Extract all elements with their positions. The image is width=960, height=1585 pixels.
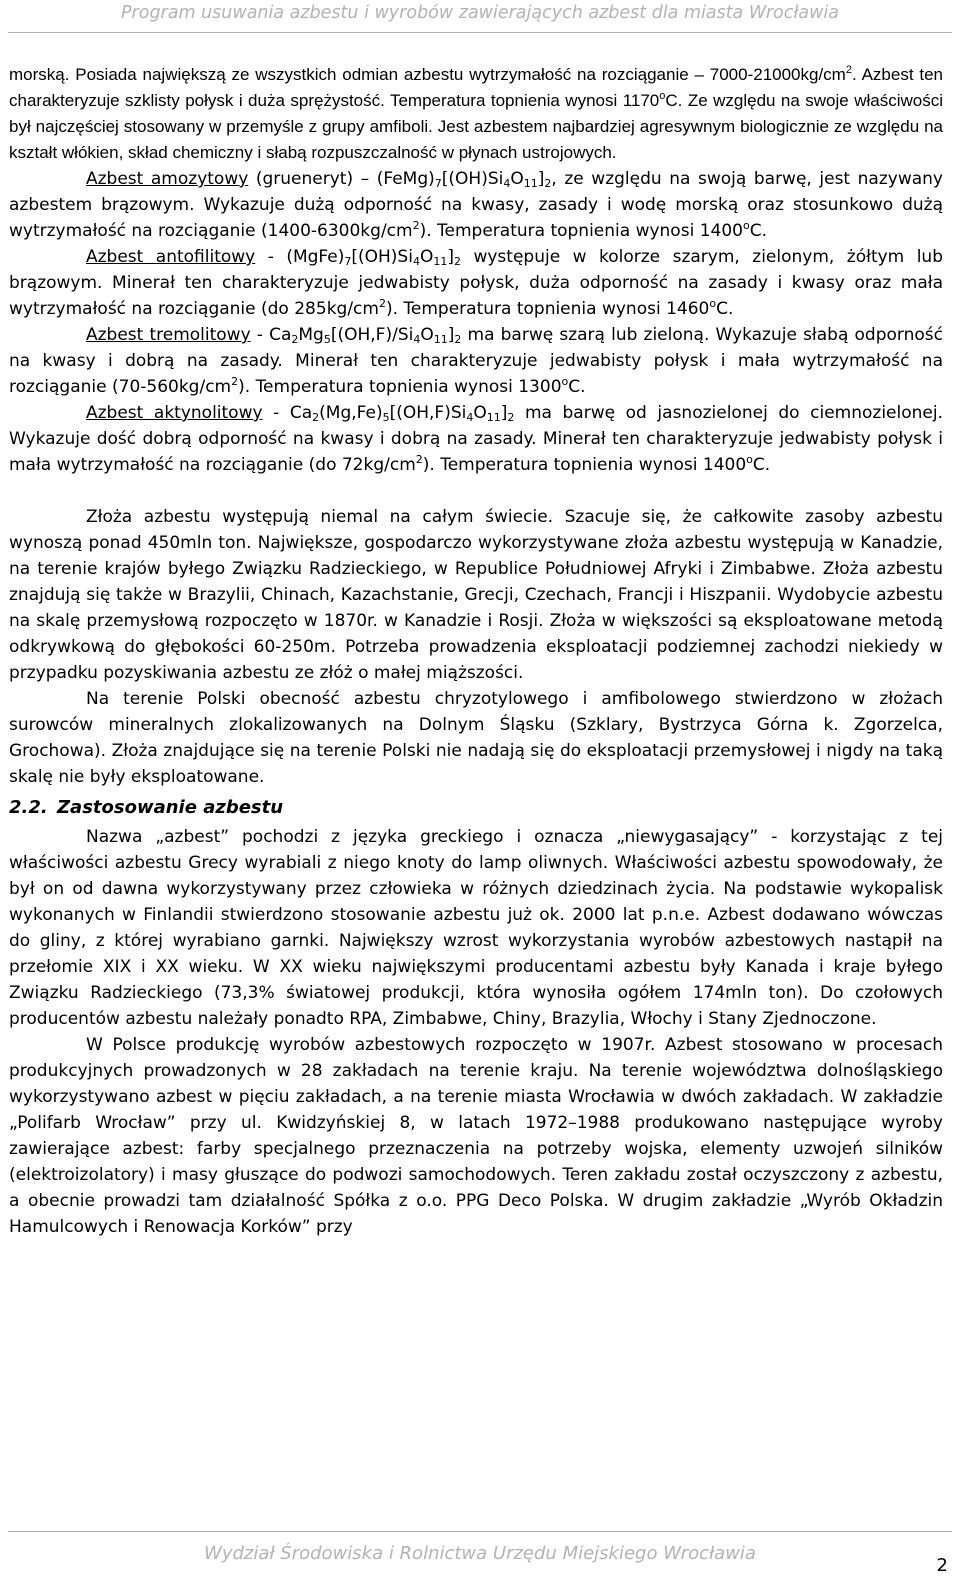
antofilit-sup-1: 2 (378, 297, 386, 310)
aktynolit-text-1: ma barwę od jasnozielonej do ciemnozielonej. Wykazuje dość dobrą odporność na kwasy i dobrą na zasady. Minerał ten charakteryzuje jedwabisty połysk i mała wytrzymałość na rozciąganie (do 72kg/cm (9, 403, 943, 475)
antofilit-sub-2: 4 (412, 255, 420, 268)
antofilit-sup-2: o (709, 297, 717, 310)
aktynolit-sub-5: 2 (507, 411, 515, 424)
tremolit-sub-2: 5 (323, 333, 331, 346)
antofilit-text-3: C. (716, 299, 734, 319)
tremolit-sub-4: 11 (433, 333, 448, 346)
amozyt-sup-1: 2 (412, 219, 420, 232)
intro-sup-1: 2 (845, 64, 852, 76)
antofilit-sub-3: 11 (433, 255, 448, 268)
page-number: 2 (936, 1555, 948, 1576)
page-header: Program usuwania azbestu i wyrobów zawierających azbest dla miasta Wrocławia (120, 3, 840, 23)
tremolit-paragraph (9, 322, 943, 400)
tremolit-formula-4: O (420, 325, 434, 345)
aktynolit-sub-2: 5 (382, 411, 390, 424)
footer-divider (8, 1531, 952, 1532)
tremolit-sub-1: 2 (291, 333, 299, 346)
intro-text-2: . Azbest ten charakteryzuje szklisty połysk i duża sprężystość. Temperatura topnienia wynosi 1170 (9, 65, 943, 110)
aktynolit-name: Azbest aktynolitowy (86, 403, 263, 423)
amozyt-text-1: , ze względu na swoją barwę, jest nazywany azbestem brązowym. Wykazuje dużą odporność na kwasy, zasady i wodę morską oraz stosunkowo dużą wytrzymałość na rozciąganie (1400-6300kg/cm (9, 169, 943, 241)
aktynolit-formula-1: - Ca (262, 403, 313, 423)
tremolit-formula-5: ] (447, 325, 455, 345)
aktynolit-formula-4: O (473, 403, 487, 423)
amozyt-formula-1: (grueneryt) – (FeMg) (248, 169, 435, 189)
aktynolit-formula-2: (Mg,Fe) (319, 403, 383, 423)
amozyt-formula-3: O (510, 169, 524, 189)
aktynolit-sup-1: 2 (415, 453, 423, 466)
antofilit-formula-3: O (419, 247, 434, 267)
antofilit-text-1: występuje w kolorze szarym, zielonym, żółtym lub brązowym. Minerał ten charakteryzuje jedwabisty połysk, duża odporność na zasady i kwasy oraz mała wytrzymałość na rozciąganie (do 285kg/cm (9, 247, 943, 319)
amozyt-sub-1: 7 (434, 177, 442, 190)
antofilit-formula-4: ] (447, 247, 454, 267)
usage-paragraph-1: Nazwa „azbest” pochodzi z języka greckiego i oznacza „niewygasający” - korzystając z tej właściwości azbestu Grecy wyrabiali z niego knoty do lamp oliwnych. Właściwości azbestu spowodowały, że był on od dawna wykorzystywany przez człowieka w różnych dziedzinach życia. Na podstawie wykopalisk wykonanych w Finlandii stwierdzono stosowanie azbestu już ok. 2000 lat p.n.e. Azbest dodawano wówczas do gliny, z której wyrabiano garnki. Największy wzrost wykorzystania wyrobów azbestowych nastąpił na przełomie XIX i XX wieku. W XX wieku największymi producentami azbestu były Kanada i kraje byłego Związku Radzieckiego (73,3% światowej produkcji, która wynosiła ogółem 174mln ton). Do czołowych producentów azbestu należały ponadto RPA, Zimbabwe, Chiny, Brazylia, Włochy i Stany Zjednoczone. (9, 827, 943, 1029)
aktynolit-paragraph (9, 400, 943, 478)
tremolit-name: Azbest tremolitowy (86, 325, 251, 345)
tremolit-text-1: ma barwę szarą lub zieloną. Wykazuje słabą odporność na kwasy i dobrą na zasady. Minerał ten charakteryzuje jedwabisty połysk i mała wytrzymałość na rozciąganie (70-560kg/cm (9, 325, 943, 397)
tremolit-sub-3: 4 (413, 333, 421, 346)
amozyt-paragraph (9, 166, 943, 244)
amozyt-sub-2: 4 (503, 177, 511, 190)
intro-text-3: C. Ze względu na swoje właściwości był najczęściej stosowany w przemyśle z grupy amfiboli. Jest azbestem najbardziej agresywnym biologicznie ze względu na kształt włókien, skład chemiczny i słabą rozpuszczalność w płynach ustrojowych. (9, 91, 943, 162)
usage-paragraph-2: W Polsce produkcję wyrobów azbestowych rozpoczęto w 1907r. Azbest stosowano w procesach produkcyjnych prowadzonych w 28 zakładach na terenie kraju. Na terenie województwa dolnośląskiego wykorzystywano azbest w pięciu zakładach, a na terenie miasta Wrocławia w dwóch zakładach. W zakładzie „Polifarb Wrocław” przy ul. Kwidzyńskiej 8, w latach 1972–1988 produkowano następujące wyroby zawierające azbest: farby specjalnego przeznaczenia na potrzeby wojska, elementy uzwojeń silników (elektroizolatory) i masy głuszące do podwozi samochodowych. Teren zakładu został oczyszczony z azbestu, a obecnie prowadzi tam działalność Spółka z o.o. PPG Deco Polska. W drugim zakładzie „Wyrób Okładzin Hamulcowych i Renowacja Korków” przy (9, 1035, 943, 1237)
tremolit-text-2: ). Temperatura topnienia wynosi 1300 (238, 377, 562, 397)
antofilit-sub-1: 7 (344, 255, 352, 268)
section-number: 2.2. (9, 797, 48, 818)
intro-paragraph (9, 62, 943, 166)
aktynolit-sub-1: 2 (312, 411, 320, 424)
document-body (9, 62, 943, 1240)
antofilit-formula-1: - (MgFe) (255, 247, 345, 267)
intro-sup-2: o (659, 90, 666, 102)
page-footer: Wydział Środowiska i Rolnictwa Urzędu Miejskiego Wrocławia (204, 1543, 756, 1564)
tremolit-sup-2: o (561, 375, 569, 388)
paragraph-spacer (9, 478, 943, 504)
aktynolit-sup-2: o (746, 453, 753, 466)
amozyt-name: Azbest amozytowy (86, 169, 249, 189)
section-heading (9, 792, 943, 824)
antofilit-paragraph (9, 244, 943, 322)
amozyt-sup-2: o (742, 219, 750, 232)
tremolit-sub-5: 2 (454, 333, 462, 346)
antofilit-text-2: ). Temperatura topnienia wynosi 1460 (385, 299, 710, 319)
aktynolit-text-2: ). Temperatura topnienia wynosi 1400 (422, 455, 747, 475)
header-divider (8, 32, 952, 33)
amozyt-text-3: C. (749, 221, 767, 241)
amozyt-formula-2: [(OH)Si (441, 169, 504, 189)
aktynolit-formula-5: ] (500, 403, 508, 423)
amozyt-text-2: ). Temperatura topnienia wynosi 1400 (419, 221, 743, 241)
deposits-paragraph-1: Złoża azbestu występują niemal na całym świecie. Szacuje się, że całkowite zasoby azbestu wynoszą ponad 450mln ton. Największe, gospodarczo wykorzystywane złoża azbestu występują w Kanadzie, na terenie krajów byłego Związku Radzieckiego, w Republice Południowej Afryki i Zimbabwe. Złoża azbestu znajdują się także w Brazylii, Chinach, Kazachstanie, Grecji, Czechach, Francji i Hiszpanii. Wydobycie azbestu na skalę przemysłową rozpoczęto w 1870r. w Kanadzie i Rosji. Złoża w większości są eksploatowane metodą odkrywkową do głębokości 60-250m. Potrzeba prowadzenia eksploatacji podziemnej zachodzi niekiedy w przypadku pozyskiwania azbestu ze złóż o małej miąższości. (9, 507, 943, 683)
antofilit-formula-2: [(OH)Si (351, 247, 413, 267)
amozyt-sub-4: 2 (544, 177, 552, 190)
antofilit-sub-4: 2 (453, 255, 461, 268)
aktynolit-text-3: C. (752, 455, 771, 475)
deposits-paragraph-2: Na terenie Polski obecność azbestu chryzotylowego i amfibolowego stwierdzono w złożach surowców mineralnych zlokalizowanych na Dolnym Śląsku (Szklary, Bystrzyca Górna k. Zgorzelca, Grochowa). Złoża znajdujące się na terenie Polski nie nadają się do eksploatacji przemysłowej i nigdy na taką skalę nie były eksploatowane. (9, 689, 943, 787)
intro-text-1: morską. Posiada największą ze wszystkich odmian azbestu wytrzymałość na rozciąganie – 7000-21000kg/cm (9, 65, 846, 84)
aktynolit-formula-3: [(OH,F)Si (389, 403, 467, 423)
section-title: Zastosowanie azbestu (57, 797, 284, 818)
amozyt-sub-3: 11 (523, 177, 538, 190)
tremolit-formula-3: [(OH,F)/Si (330, 325, 414, 345)
aktynolit-sub-3: 4 (466, 411, 474, 424)
tremolit-formula-1: - Ca (250, 325, 292, 345)
tremolit-formula-2: Mg (298, 325, 324, 345)
tremolit-sup-1: 2 (231, 375, 239, 388)
antofilit-name: Azbest antofilitowy (86, 247, 256, 267)
tremolit-text-3: C. (568, 377, 586, 397)
aktynolit-sub-4: 11 (486, 411, 501, 424)
amozyt-formula-4: ] (537, 169, 545, 189)
